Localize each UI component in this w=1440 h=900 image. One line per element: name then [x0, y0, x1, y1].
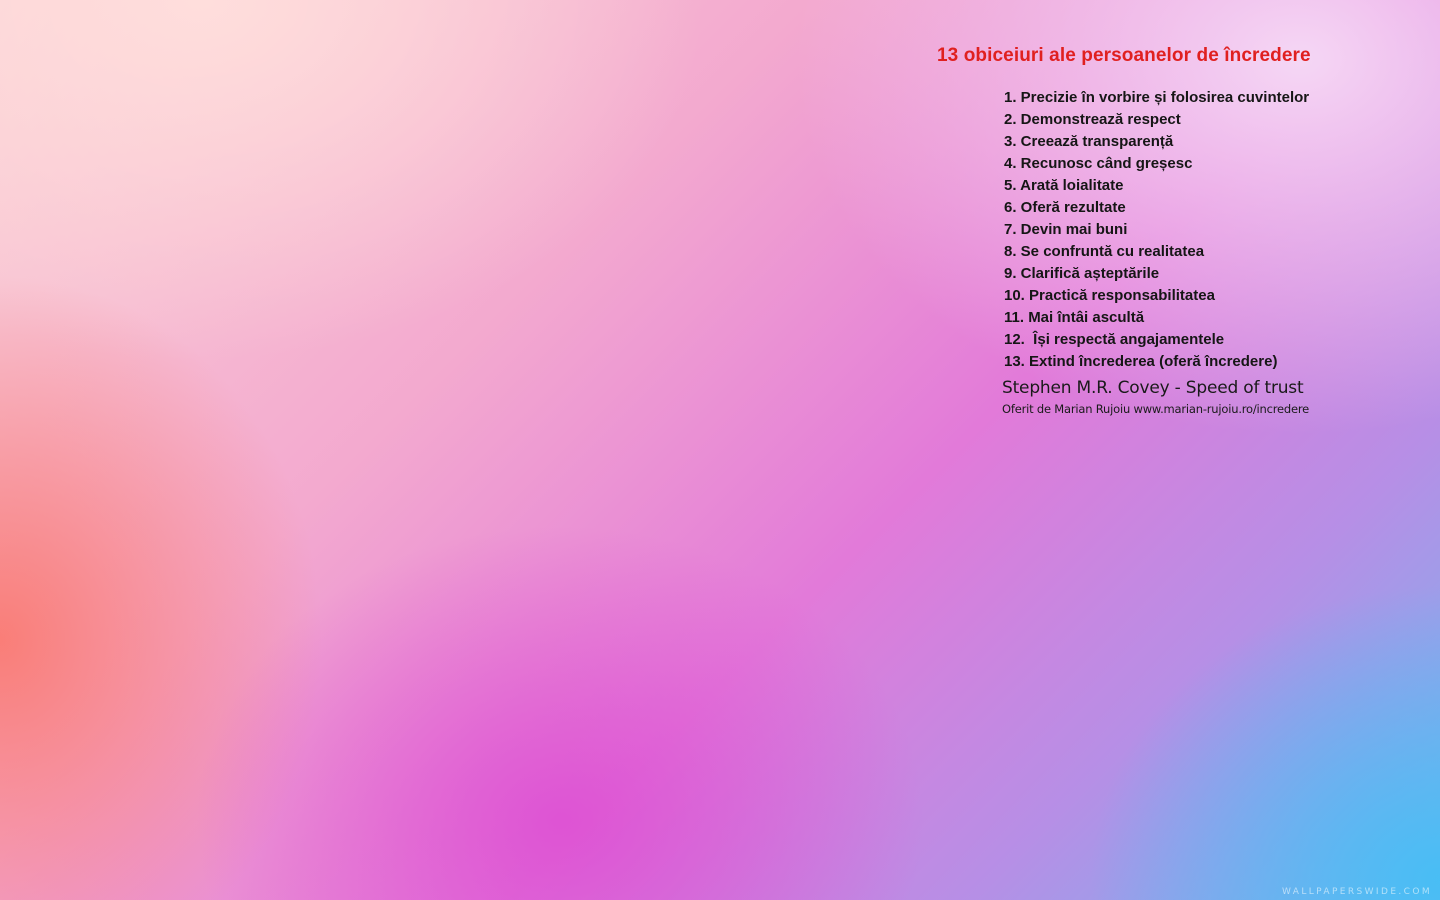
- list-item: 8. Se confruntă cu realitatea: [1004, 243, 1205, 260]
- watermark: WALLPAPERSWIDE.COM: [1281, 887, 1432, 897]
- list-item: 5. Arată loialitate: [1004, 177, 1124, 194]
- list-item: 13. Extind încrederea (oferă încredere): [1004, 353, 1278, 370]
- page-title: 13 obiceiuri ale persoanelor de încredere: [937, 45, 1311, 66]
- list-item: 4. Recunosc când greșesc: [1004, 155, 1193, 172]
- list-item: 2. Demonstrează respect: [1004, 111, 1181, 128]
- list-item: 10. Practică responsabilitatea: [1004, 287, 1215, 304]
- list-item: 7. Devin mai buni: [1004, 221, 1128, 238]
- list-item: 11. Mai întâi ascultă: [1004, 309, 1145, 326]
- list-item: 3. Creează transparență: [1004, 133, 1174, 150]
- list-item: 9. Clarifică așteptările: [1004, 265, 1160, 282]
- habits-list: [1004, 87, 1309, 373]
- list-item: 12. Își respectă angajamentele: [1004, 331, 1225, 348]
- author-attribution: Stephen M.R. Covey - Speed of trust: [1002, 378, 1304, 398]
- list-item: 6. Oferă rezultate: [1004, 199, 1126, 216]
- credit-line: Oferit de Marian Rujoiu www.marian-rujoiu.ro/incredere: [1002, 402, 1310, 416]
- list-item: 1. Precizie în vorbire și folosirea cuvintelor: [1004, 89, 1310, 106]
